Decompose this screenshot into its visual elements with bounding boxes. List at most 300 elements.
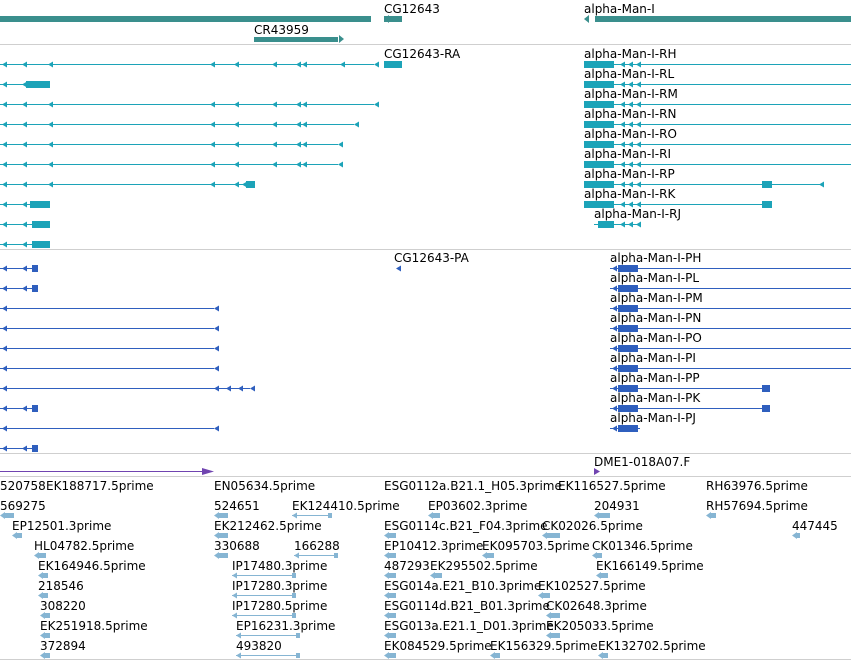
transcript-row[interactable] (0, 142, 343, 148)
protein-label: alpha-Man-I-PL (610, 271, 700, 285)
protein-feature[interactable] (610, 391, 770, 412)
strand-arrow (546, 612, 551, 619)
strand-arrow (22, 122, 27, 128)
est-block (39, 553, 46, 558)
strand-arrow (22, 242, 27, 248)
insertion-track[interactable] (0, 455, 690, 475)
strand-arrow (34, 552, 39, 559)
strand-arrow (2, 202, 7, 208)
est-block (551, 633, 560, 638)
est-feature[interactable] (236, 639, 300, 659)
strand-arrow (2, 102, 7, 108)
strand-arrow (374, 62, 379, 68)
est-label: EK124410.5prime (292, 499, 400, 513)
exon-block (32, 221, 50, 228)
est-label: CK02026.5prime (542, 519, 643, 533)
strand-arrow (22, 202, 27, 208)
strand-arrow (40, 632, 45, 639)
strand-arrow (22, 222, 27, 228)
transcript-label: alpha-Man-I-RJ (594, 207, 681, 221)
est-label: 487293 (384, 559, 430, 573)
gene-label: CR43959 (254, 23, 309, 37)
strand-arrow (0, 512, 5, 519)
transcript-label: alpha-Man-I-RI (584, 147, 671, 161)
transcript-feature[interactable] (584, 107, 851, 128)
est-label: ESG0114d.B21_B01.3prime (384, 599, 550, 613)
est-feature[interactable] (598, 639, 706, 659)
est-label: EK116527.5prime (558, 479, 666, 493)
strand-arrow (214, 386, 219, 392)
est-block (292, 613, 296, 618)
strand-arrow (296, 102, 301, 108)
est-label: 569275 (0, 499, 46, 513)
est-label: 204931 (594, 499, 640, 513)
est-block (389, 533, 396, 538)
insertion-arrow (594, 468, 600, 475)
strand-arrow (706, 512, 711, 519)
est-feature[interactable] (384, 539, 483, 559)
protein-feature[interactable] (610, 291, 851, 312)
est-block (389, 593, 396, 598)
est-label: EK188717.5prime (46, 479, 154, 493)
est-feature[interactable] (542, 519, 643, 539)
protein-feature[interactable] (610, 351, 851, 372)
strand-arrow (22, 62, 27, 68)
exon-block (762, 405, 770, 412)
est-label: EK166149.5prime (596, 559, 704, 573)
strand-arrow (22, 182, 27, 188)
est-block (45, 633, 50, 638)
est-feature[interactable] (594, 499, 640, 519)
gene-label: CG12643 (384, 2, 440, 16)
est-feature[interactable] (706, 479, 808, 493)
strand-arrow (214, 512, 219, 519)
exon-block (384, 61, 402, 68)
est-label: EK095703.5prime (482, 539, 590, 553)
est-feature[interactable] (214, 539, 260, 559)
strand-arrow (236, 633, 241, 639)
est-label: 330688 (214, 539, 260, 553)
est-feature[interactable] (0, 479, 46, 493)
gene-track[interactable] (0, 2, 851, 43)
transcript-label: alpha-Man-I-RO (584, 127, 677, 141)
est-feature[interactable] (12, 519, 111, 539)
strand-arrow (340, 62, 345, 68)
strand-arrow (792, 532, 797, 539)
est-feature[interactable] (40, 619, 148, 639)
gene-label: alpha-Man-I (584, 2, 655, 16)
strand-arrow (2, 242, 7, 248)
est-label: EK205033.5prime (546, 619, 654, 633)
est-feature[interactable] (292, 499, 400, 519)
strand-arrow (40, 612, 45, 619)
strand-arrow (272, 162, 277, 168)
est-feature[interactable] (384, 619, 554, 639)
est-label: 218546 (38, 579, 84, 593)
strand-arrow (234, 142, 239, 148)
strand-arrow (22, 162, 27, 168)
strand-arrow (210, 122, 215, 128)
strand-arrow (214, 426, 219, 432)
strand-arrow (2, 386, 7, 392)
strand-arrow (210, 142, 215, 148)
est-feature[interactable] (294, 539, 340, 559)
est-label: CK01346.5prime (592, 539, 693, 553)
est-label: EK164946.5prime (38, 559, 146, 573)
protein-label: alpha-Man-I-PH (610, 251, 702, 265)
est-feature[interactable] (538, 579, 646, 599)
est-block (487, 553, 494, 558)
strand-arrow (296, 122, 301, 128)
est-label: EK156329.5prime (490, 639, 598, 653)
est-block (5, 513, 14, 518)
strand-arrow (232, 593, 237, 599)
est-feature[interactable] (46, 479, 154, 493)
est-feature[interactable] (428, 499, 527, 519)
strand-arrow (628, 222, 633, 228)
protein-feature[interactable] (610, 311, 851, 332)
est-label: HL04782.5prime (34, 539, 135, 553)
strand-arrow (339, 35, 344, 43)
est-block (433, 513, 440, 518)
transcript-feature[interactable] (584, 187, 772, 208)
strand-arrow (210, 162, 215, 168)
est-label: 447445 (792, 519, 838, 533)
est-block (334, 553, 338, 558)
est-feature[interactable] (384, 519, 548, 539)
strand-arrow (234, 182, 239, 188)
est-track[interactable] (0, 479, 838, 659)
est-feature[interactable] (558, 479, 666, 493)
strand-arrow (384, 592, 389, 599)
strand-arrow (48, 102, 53, 108)
strand-arrow (210, 102, 215, 108)
transcript-row[interactable] (0, 62, 379, 68)
est-feature[interactable] (38, 579, 84, 599)
strand-arrow (292, 513, 297, 519)
strand-arrow (296, 62, 301, 68)
transcript-feature[interactable] (584, 87, 851, 108)
est-block (43, 593, 48, 598)
est-label: EN05634.5prime (214, 479, 316, 493)
strand-arrow (22, 142, 27, 148)
est-feature[interactable] (232, 559, 327, 579)
est-label: EP16231.3prime (236, 619, 336, 633)
est-label: EK251918.5prime (40, 619, 148, 633)
transcript-row[interactable] (0, 221, 50, 228)
protein-row[interactable] (0, 445, 38, 452)
strand-arrow (612, 426, 617, 432)
strand-arrow (242, 182, 247, 188)
est-label: EK132702.5prime (598, 639, 706, 653)
protein-feature[interactable] (610, 331, 851, 352)
strand-arrow (214, 532, 219, 539)
strand-arrow (214, 346, 219, 352)
strand-arrow (232, 573, 237, 579)
transcript-feature[interactable] (584, 47, 851, 68)
strand-arrow (384, 612, 389, 619)
transcript-row[interactable] (0, 122, 359, 128)
protein-feature[interactable] (610, 271, 851, 292)
strand-arrow (12, 532, 17, 539)
protein-label: alpha-Man-I-PP (610, 371, 700, 385)
est-label: 520758 (0, 479, 46, 493)
est-label: EP12501.3prime (12, 519, 112, 533)
strand-arrow (234, 122, 239, 128)
transcript-row[interactable] (0, 162, 343, 168)
strand-arrow (2, 366, 7, 372)
est-block (389, 633, 396, 638)
strand-arrow (396, 266, 401, 272)
est-feature[interactable] (792, 519, 838, 539)
strand-arrow (2, 182, 7, 188)
strand-arrow (2, 346, 7, 352)
strand-arrow (22, 102, 27, 108)
transcript-label: alpha-Man-I-RK (584, 187, 676, 201)
insertion-feature[interactable] (594, 455, 690, 475)
strand-arrow (294, 553, 299, 559)
transcript-feature[interactable] (584, 167, 824, 188)
transcript-row[interactable] (0, 102, 379, 108)
strand-arrow (384, 552, 389, 559)
protein-row[interactable] (0, 366, 219, 372)
strand-arrow (620, 222, 625, 228)
est-block (389, 573, 396, 578)
est-feature[interactable] (232, 599, 327, 619)
est-feature[interactable] (0, 499, 46, 519)
strand-arrow (38, 572, 43, 579)
strand-arrow (272, 122, 277, 128)
est-block (599, 513, 610, 518)
est-feature[interactable] (384, 579, 541, 599)
est-feature[interactable] (384, 559, 430, 579)
gene-body (595, 16, 851, 22)
est-label: EK295502.5prime (430, 559, 538, 573)
transcript-row[interactable] (0, 241, 50, 248)
strand-arrow (296, 142, 301, 148)
est-feature[interactable] (34, 539, 134, 559)
est-label: ESG0114c.B21_F04.3prime (384, 519, 548, 533)
strand-arrow (48, 182, 53, 188)
est-block (597, 553, 602, 558)
strand-arrow (232, 613, 237, 619)
strand-arrow (22, 286, 27, 292)
strand-arrow (384, 572, 389, 579)
strand-arrow (538, 592, 543, 599)
est-block (389, 613, 396, 618)
protein-row[interactable] (0, 306, 219, 312)
strand-arrow (2, 122, 7, 128)
est-feature[interactable] (214, 479, 315, 493)
strand-arrow (48, 162, 53, 168)
est-feature[interactable] (384, 599, 550, 619)
exon-block (762, 201, 772, 208)
strand-arrow (214, 306, 219, 312)
est-label: EK212462.5prime (214, 519, 322, 533)
strand-arrow (594, 512, 599, 519)
est-label: EP03602.3prime (428, 499, 528, 513)
est-label: 524651 (214, 499, 260, 513)
strand-arrow (236, 653, 241, 659)
strand-arrow (374, 102, 379, 108)
transcript-feature[interactable] (384, 47, 461, 68)
transcript-feature[interactable] (584, 147, 851, 168)
strand-arrow (210, 62, 215, 68)
strand-arrow (338, 162, 343, 168)
est-feature[interactable] (706, 499, 808, 519)
strand-arrow (48, 62, 53, 68)
est-feature[interactable] (38, 559, 146, 579)
transcript-feature[interactable] (594, 207, 681, 228)
strand-arrow (2, 286, 7, 292)
strand-arrow (296, 162, 301, 168)
insertion-label: DME1-018A07.F (594, 455, 691, 469)
est-feature[interactable] (384, 479, 562, 493)
strand-arrow (234, 162, 239, 168)
est-feature[interactable] (546, 599, 647, 619)
strand-arrow (542, 532, 547, 539)
strand-arrow (38, 592, 43, 599)
protein-label: CG12643-PA (394, 251, 469, 265)
est-label: RH63976.5prime (706, 479, 808, 493)
strand-arrow (234, 62, 239, 68)
strand-arrow (2, 306, 7, 312)
protein-label: alpha-Man-I-PM (610, 291, 703, 305)
protein-row[interactable] (0, 285, 38, 292)
est-block (292, 593, 296, 598)
est-feature[interactable] (236, 619, 335, 639)
transcript-track[interactable] (0, 47, 851, 248)
strand-arrow (302, 102, 307, 108)
strand-arrow (2, 142, 7, 148)
strand-arrow (482, 552, 487, 559)
protein-row[interactable] (0, 326, 219, 332)
strand-arrow (384, 532, 389, 539)
strand-arrow (226, 386, 231, 392)
protein-label: alpha-Man-I-PN (610, 311, 702, 325)
exon-block (32, 445, 38, 452)
protein-feature[interactable] (610, 371, 770, 392)
est-feature[interactable] (214, 519, 322, 539)
est-block (547, 533, 560, 538)
est-feature[interactable] (592, 539, 693, 559)
protein-track[interactable] (0, 251, 851, 452)
est-feature[interactable] (430, 559, 538, 579)
strand-arrow (302, 162, 307, 168)
est-block (603, 653, 608, 658)
est-feature[interactable] (214, 499, 260, 519)
est-block (328, 513, 332, 518)
est-feature[interactable] (232, 579, 327, 599)
est-block (435, 573, 442, 578)
strand-arrow (48, 142, 53, 148)
transcript-row[interactable] (0, 81, 50, 88)
gene-feature[interactable] (0, 2, 440, 23)
strand-arrow (2, 162, 7, 168)
strand-arrow (302, 142, 307, 148)
transcript-label: alpha-Man-I-RM (584, 87, 678, 101)
gene-feature[interactable] (254, 23, 344, 43)
est-feature[interactable] (40, 639, 86, 659)
protein-row[interactable] (0, 265, 38, 272)
strand-arrow (302, 122, 307, 128)
exon-block (32, 241, 50, 248)
protein-label: alpha-Man-I-PO (610, 331, 702, 345)
protein-label: alpha-Man-I-PJ (610, 411, 696, 425)
est-block (543, 593, 550, 598)
est-block (219, 513, 228, 518)
strand-arrow (214, 552, 219, 559)
strand-arrow (22, 266, 27, 272)
insertion-arrow (202, 468, 214, 475)
strand-arrow (272, 102, 277, 108)
gene-feature[interactable] (584, 2, 851, 23)
protein-row[interactable] (0, 346, 219, 352)
est-block (45, 653, 50, 658)
protein-row[interactable] (0, 405, 38, 412)
strand-arrow (22, 446, 27, 452)
strand-arrow (596, 572, 601, 579)
transcript-feature[interactable] (584, 67, 851, 88)
est-label: IP17280.5prime (232, 599, 328, 613)
strand-arrow (2, 62, 7, 68)
strand-arrow (2, 406, 7, 412)
transcript-feature[interactable] (584, 127, 851, 148)
est-label: IP17280.3prime (232, 579, 328, 593)
transcript-label: CG12643-RA (384, 47, 461, 61)
est-block (601, 573, 608, 578)
strand-arrow (2, 326, 7, 332)
strand-arrow (272, 142, 277, 148)
exon-block (30, 201, 50, 208)
strand-arrow (584, 15, 589, 23)
est-label: 493820 (236, 639, 282, 653)
protein-feature[interactable] (610, 251, 851, 272)
est-block (711, 513, 716, 518)
exon-block (32, 405, 38, 412)
exon-block (32, 265, 38, 272)
est-feature[interactable] (596, 559, 704, 579)
strand-arrow (250, 386, 255, 392)
transcript-row[interactable] (0, 181, 255, 188)
strand-arrow (302, 62, 307, 68)
est-feature[interactable] (490, 639, 598, 659)
est-block (219, 533, 228, 538)
strand-arrow (490, 652, 495, 659)
est-feature[interactable] (546, 619, 654, 639)
est-feature[interactable] (482, 539, 590, 559)
exon-block (762, 385, 770, 392)
transcript-label: alpha-Man-I-RL (584, 67, 675, 81)
transcript-row[interactable] (0, 201, 50, 208)
est-block (495, 653, 500, 658)
insertion-feature[interactable] (0, 468, 214, 475)
strand-arrow (238, 386, 243, 392)
strand-arrow (214, 326, 219, 332)
est-block (17, 533, 22, 538)
est-block (389, 553, 396, 558)
est-feature[interactable] (40, 599, 86, 619)
strand-arrow (2, 446, 7, 452)
est-block (292, 573, 296, 578)
est-feature[interactable] (384, 639, 492, 659)
protein-feature[interactable] (610, 411, 696, 432)
protein-row[interactable] (0, 386, 255, 392)
protein-row[interactable] (0, 426, 219, 432)
protein-feature[interactable] (394, 251, 470, 272)
est-label: 166288 (294, 539, 340, 553)
gene-body (0, 16, 371, 22)
